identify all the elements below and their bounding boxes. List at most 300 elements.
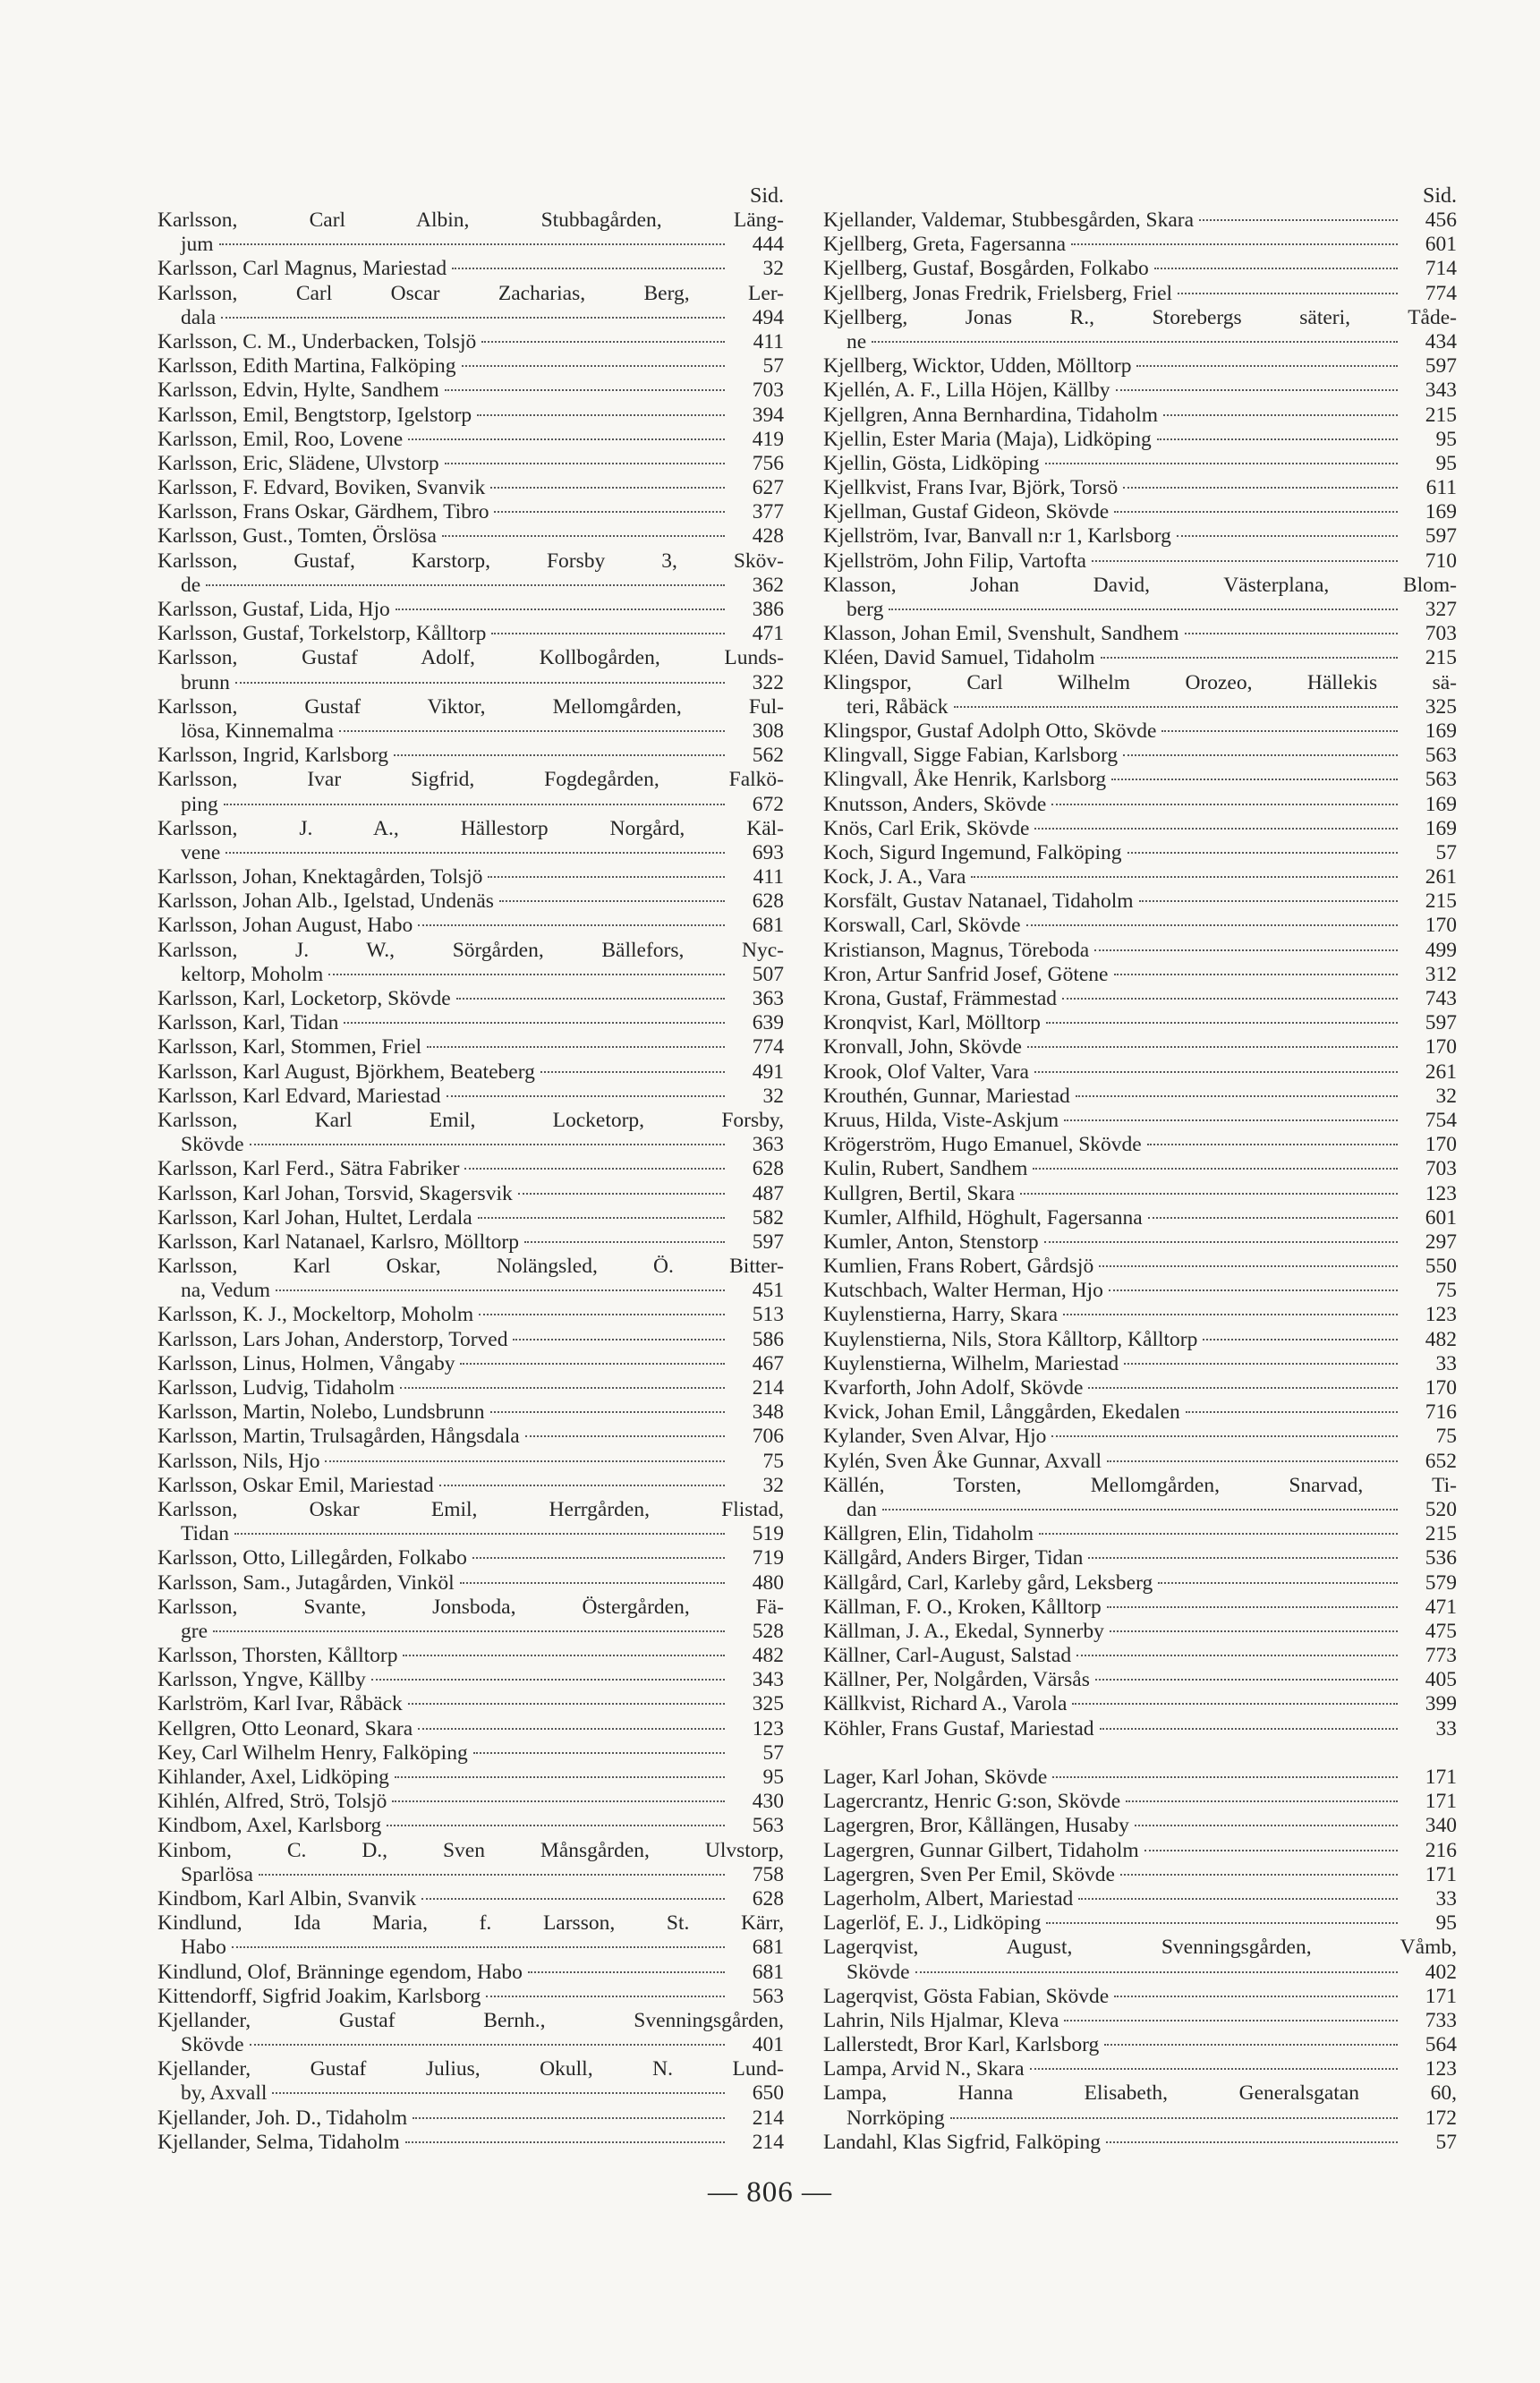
entry-text: Skövde: [847, 1960, 910, 1984]
index-entry: [823, 987, 1457, 1011]
dot-leader: [1154, 268, 1398, 269]
entry-text: Karlsson, Sam., Jutagården, Vinköl: [157, 1570, 455, 1595]
entry-page-number: 672: [752, 792, 784, 816]
dot-leader: [1072, 1703, 1398, 1705]
entry-page-number: 363: [752, 1133, 784, 1157]
entry-text: Kronvall, John, Skövde: [823, 1035, 1022, 1060]
entry-text: Kullgren, Bertil, Skara: [823, 1181, 1016, 1205]
entry-page-number: 123: [752, 1716, 784, 1740]
entry-continuation-line: [157, 1863, 784, 1887]
entry-text: Lagergren, Gunnar Gilbert, Tidaholm: [823, 1838, 1139, 1862]
dot-leader: [490, 1411, 725, 1413]
entry-page-number: 743: [1425, 987, 1457, 1010]
entry-continuation-line: [157, 1133, 784, 1157]
dot-leader: [250, 2044, 726, 2046]
entry-text: Krona, Gustaf, Främmestad: [823, 987, 1058, 1010]
dot-leader: [1203, 1339, 1398, 1340]
entry-page-number: 428: [752, 524, 784, 549]
entry-text: Karlsson, F. Edvard, Boviken, Svanvik: [157, 476, 486, 500]
entry-name-line: [823, 233, 1457, 257]
dot-leader: [464, 1168, 725, 1170]
entry-text: Norrköping: [847, 2106, 945, 2130]
entry-continuation-line: [823, 1498, 1457, 1522]
entry-page-number: 411: [753, 865, 784, 889]
entry-text: Kjellström, John Filip, Vartofta: [823, 549, 1086, 573]
entry-page-number: 467: [752, 1351, 784, 1375]
dot-leader: [452, 268, 725, 269]
index-entry: [823, 744, 1457, 768]
index-entry: [157, 1425, 784, 1449]
entry-name-line: [823, 1814, 1457, 1838]
dot-leader: [460, 1582, 725, 1584]
dot-leader: [915, 1971, 1399, 1973]
entry-page-number: 563: [752, 1814, 784, 1838]
entry-page-number: 719: [752, 1546, 784, 1570]
entry-page-number: 434: [1425, 329, 1457, 353]
index-entry: [823, 889, 1457, 914]
entry-name-line: [823, 2131, 1457, 2155]
index-entry: [823, 963, 1457, 987]
entry-name-line: [157, 1035, 784, 1060]
entry-text: Karlsson, Yngve, Källby: [157, 1668, 366, 1692]
dot-leader: [472, 1557, 725, 1559]
dot-leader: [1127, 852, 1398, 854]
index-entry: [823, 379, 1457, 403]
dot-leader: [525, 1435, 725, 1437]
entry-continuation-line: [157, 2033, 784, 2057]
entry-page-number: 170: [1425, 914, 1457, 938]
dot-leader: [1064, 2020, 1398, 2021]
entry-text: Karlsson, Karl Natanael, Karlsro, Mölltorp: [157, 1230, 519, 1254]
entry-name-line: [823, 1328, 1457, 1352]
index-entry: [823, 1011, 1457, 1035]
entry-page-number: 681: [752, 914, 784, 938]
entry-text: Lagerqvist, Gösta Fabian, Skövde: [823, 1984, 1110, 2008]
index-entry: [823, 1474, 1457, 1522]
index-entry: [157, 1887, 784, 1911]
index-entry: [157, 1498, 784, 1546]
entry-text: Karlsson, Ivar Sigfrid, Fogdegården, Falkö-: [157, 768, 784, 792]
entry-text: keltorp, Moholm: [181, 962, 324, 986]
entry-text: Kjellberg, Jonas R., Storebergs säteri, Tåde-: [823, 305, 1457, 329]
entry-name-line: [157, 1839, 784, 1863]
entry-text: Karlsson, Karl Ferd., Sätra Fabriker: [157, 1157, 460, 1181]
dot-leader: [499, 900, 725, 902]
entry-name-line: [823, 1352, 1457, 1376]
entry-page-number: 75: [1435, 1425, 1457, 1449]
entry-page-number: 171: [1425, 1790, 1457, 1814]
entry-continuation-line: [157, 1279, 784, 1303]
entry-text: Lampa, Hanna Elisabeth, Generalsgatan 60,: [823, 2081, 1457, 2106]
entry-continuation-line: [157, 2081, 784, 2106]
entry-text: Karlsson, Gust., Tomten, Örslösa: [157, 524, 437, 549]
dot-leader: [954, 706, 1398, 708]
entry-page-number: 348: [752, 1400, 784, 1425]
index-entry: [823, 1303, 1457, 1327]
entry-name-line: [157, 1985, 784, 2009]
index-entry: [157, 695, 784, 744]
index-entry: [823, 549, 1457, 574]
index-entry: [157, 622, 784, 646]
entry-text: Karlsson, Karl, Stommen, Friel: [157, 1035, 422, 1060]
entry-text: Kjellman, Gustaf Gideon, Skövde: [823, 500, 1110, 524]
right-column: [823, 184, 1457, 2155]
dot-leader: [1092, 560, 1398, 562]
index-entry: [823, 1109, 1457, 1133]
dot-leader: [1064, 1119, 1398, 1121]
dot-leader: [1100, 1728, 1398, 1730]
dot-leader: [421, 1898, 725, 1900]
index-entry: [823, 1790, 1457, 1814]
entry-name-line: [157, 2009, 784, 2033]
entry-page-number: 586: [752, 1327, 784, 1351]
entry-text: Karlsson, Carl Albin, Stubbagården, Läng-: [157, 209, 784, 232]
entry-text: Kuylenstierna, Wilhelm, Mariestad: [823, 1351, 1119, 1375]
dot-leader: [1157, 438, 1398, 440]
entry-text: Karlsson, Karl Oskar, Nolängsled, Ö. Bitter-: [157, 1255, 784, 1279]
dot-leader: [1026, 924, 1398, 926]
index-entry: [823, 257, 1457, 281]
entry-page-number: 411: [753, 329, 784, 353]
entry-name-line: [823, 1450, 1457, 1474]
right-entries-list: [823, 184, 1457, 2155]
entry-page-number: 214: [752, 2106, 784, 2130]
entry-text: Karlström, Karl Ivar, Råbäck: [157, 1692, 403, 1716]
entry-name-line: [157, 1450, 784, 1474]
index-entry: [157, 1011, 784, 1035]
index-entry: [157, 865, 784, 889]
entry-text: Karlsson, Ingrid, Karlsborg: [157, 744, 389, 768]
index-entry: [823, 1060, 1457, 1085]
entry-text: Kindbom, Karl Albin, Svanvik: [157, 1886, 417, 1911]
index-entry: [157, 257, 784, 281]
entry-text: Karlsson, Karl, Tidan: [157, 1011, 339, 1035]
index-entry: [157, 330, 784, 354]
index-entry: [157, 1157, 784, 1181]
entry-name-line: [823, 889, 1457, 914]
entry-text: Lahrin, Nils Hjalmar, Kleva: [823, 2008, 1059, 2032]
entry-text: Kuylenstierna, Harry, Skara: [823, 1303, 1059, 1327]
entry-page-number: 444: [752, 233, 784, 257]
entry-text: Kihlén, Alfred, Strö, Tolsjö: [157, 1790, 387, 1814]
index-entry: [157, 2106, 784, 2131]
entry-page-number: 563: [752, 1984, 784, 2008]
entry-text: Karlsson, Johan, Knektagården, Tolsjö: [157, 865, 483, 889]
entry-page-number: 215: [1425, 646, 1457, 670]
entry-text: Kjellgren, Anna Bernhardina, Tidaholm: [823, 403, 1158, 427]
entry-name-line: [823, 379, 1457, 403]
dot-leader: [1123, 487, 1398, 489]
entry-page-number: 756: [752, 451, 784, 475]
entry-page-number: 95: [1435, 451, 1457, 475]
entry-page-number: 343: [1425, 379, 1457, 403]
entry-page-number: 33: [1435, 1351, 1457, 1375]
entry-page-number: 377: [752, 500, 784, 524]
entry-text: Klingspor, Gustaf Adolph Otto, Skövde: [823, 719, 1157, 743]
entry-text: Kindlund, Olof, Bränninge egendom, Habo: [157, 1960, 523, 1984]
entry-name-line: [157, 428, 784, 452]
entry-text: Landahl, Klas Sigfrid, Falköping: [823, 2130, 1102, 2154]
entry-page-number: 75: [762, 1449, 784, 1473]
entry-name-line: [823, 1230, 1457, 1255]
dot-leader: [1039, 1533, 1398, 1535]
entry-text: Lagerqvist, August, Svenningsgården, Våmb,: [823, 1936, 1457, 1960]
entry-name-line: [823, 1157, 1457, 1181]
index-entry: [823, 1157, 1457, 1181]
index-entry: [823, 671, 1457, 719]
entry-text: jum: [181, 233, 214, 257]
entry-name-line: [823, 1400, 1457, 1425]
entry-text: Karlsson, J. W., Sörgården, Bällefors, Nyc-: [157, 938, 784, 962]
index-entry: [823, 1863, 1457, 1887]
dot-leader: [328, 974, 725, 975]
entry-name-line: [823, 793, 1457, 817]
entry-page-number: 170: [1425, 1133, 1457, 1157]
entry-name-line: [157, 1157, 784, 1181]
entry-name-line: [157, 1668, 784, 1692]
entry-text: Korswall, Carl, Skövde: [823, 914, 1021, 938]
entry-text: Källman, J. A., Ekedal, Synnerby: [823, 1619, 1104, 1643]
index-entry: [157, 1400, 784, 1425]
index-entry: [823, 1352, 1457, 1376]
entry-page-number: 343: [752, 1668, 784, 1692]
entry-page-number: 33: [1435, 1716, 1457, 1740]
dot-leader: [889, 609, 1398, 610]
entry-text: Karlsson, Martin, Trulsagården, Hångsdala: [157, 1425, 520, 1449]
index-entry: [157, 500, 784, 524]
entry-name-line: [823, 404, 1457, 428]
left-entries-list: [157, 184, 784, 2155]
entry-name-line: [157, 2106, 784, 2131]
entry-page-number: 513: [752, 1303, 784, 1327]
entry-text: Krouthén, Gunnar, Mariestad: [823, 1084, 1070, 1108]
dot-leader: [477, 414, 725, 416]
entry-name-line: [823, 500, 1457, 524]
entry-page-number: 706: [752, 1425, 784, 1449]
index-entry: [823, 1546, 1457, 1570]
entry-name-line: [823, 963, 1457, 987]
dot-leader: [1120, 1874, 1398, 1876]
entry-text: Kjellin, Ester Maria (Maja), Lidköping: [823, 427, 1152, 451]
entry-name-line: [823, 1717, 1457, 1741]
dot-leader: [387, 1825, 725, 1826]
entry-page-number: 214: [752, 1376, 784, 1400]
index-entry: [157, 1085, 784, 1109]
entry-text: Karlsson, Gustaf, Lida, Hjo: [157, 598, 390, 621]
dot-leader: [481, 341, 725, 343]
index-entry: [823, 452, 1457, 476]
entry-page-number: 597: [1425, 524, 1457, 549]
dot-leader: [1158, 1582, 1398, 1584]
index-entry: [823, 1328, 1457, 1352]
entry-name-line: [823, 1644, 1457, 1668]
index-entry: [157, 379, 784, 403]
entry-page-number: 123: [1425, 2057, 1457, 2081]
entry-text: berg: [847, 598, 884, 621]
index-entry: [823, 1206, 1457, 1230]
index-entry: [823, 500, 1457, 524]
dot-leader: [1124, 1363, 1398, 1365]
dot-leader: [445, 389, 725, 391]
dot-leader: [408, 438, 725, 440]
index-entry: [157, 1328, 784, 1352]
dot-leader: [1101, 657, 1398, 659]
entry-page-number: 611: [1425, 476, 1457, 500]
entry-page-number: 475: [1425, 1619, 1457, 1643]
entry-name-line: [157, 1498, 784, 1522]
entry-text: Key, Carl Wilhelm Henry, Falköping: [157, 1740, 468, 1765]
entry-text: Karlsson, Carl Oscar Zacharias, Berg, Ler-: [157, 281, 784, 305]
dot-leader: [219, 243, 725, 245]
dot-leader: [442, 535, 725, 537]
index-entry: [157, 1060, 784, 1085]
index-entry: [823, 1035, 1457, 1060]
entry-page-number: 451: [752, 1279, 784, 1303]
entry-name-line: [823, 1839, 1457, 1863]
entry-continuation-line: [823, 330, 1457, 354]
dot-leader: [1178, 293, 1398, 294]
entry-page-number: 487: [752, 1181, 784, 1205]
entry-name-line: [157, 914, 784, 938]
entry-page-number: 480: [752, 1570, 784, 1595]
entry-page-number: 57: [762, 354, 784, 379]
entry-text: Kron, Artur Sanfrid Josef, Götene: [823, 962, 1109, 986]
index-entry: [157, 2057, 784, 2106]
dot-leader: [1088, 1557, 1398, 1559]
entry-page-number: 471: [1425, 1595, 1457, 1619]
entry-name-line: [157, 1741, 784, 1766]
entry-page-number: 528: [752, 1619, 784, 1643]
entry-page-number: 758: [752, 1862, 784, 1886]
dot-leader: [427, 1046, 725, 1048]
entry-text: Kumler, Anton, Stenstorp: [823, 1230, 1039, 1254]
entry-name-line: [823, 1474, 1457, 1498]
dot-leader: [1161, 730, 1398, 732]
entry-name-line: [823, 841, 1457, 865]
entry-name-line: [157, 768, 784, 792]
entry-name-line: [157, 1571, 784, 1596]
index-entry: [157, 1255, 784, 1303]
dot-leader: [395, 1776, 725, 1778]
dot-leader: [1185, 633, 1398, 634]
entry-name-line: [157, 1011, 784, 1035]
index-entry: [823, 914, 1457, 938]
entry-text: Karlsson, K. J., Mockeltorp, Moholm: [157, 1303, 474, 1327]
dot-leader: [1020, 1193, 1398, 1195]
entry-text: Källner, Per, Nolgården, Värsås: [823, 1668, 1090, 1692]
entry-text: Kjellberg, Gustaf, Bosgården, Folkabo: [823, 257, 1149, 281]
index-entry: [823, 865, 1457, 889]
entry-name-line: [157, 646, 784, 670]
dot-leader: [456, 998, 725, 1000]
entry-name-line: [823, 622, 1457, 646]
entry-page-number: 597: [1425, 1011, 1457, 1035]
entry-text: Karlsson, Frans Oskar, Gärdhem, Tibro: [157, 500, 489, 524]
entry-text: Karlsson, Otto, Lillegården, Folkabo: [157, 1546, 467, 1570]
index-entry: [157, 1596, 784, 1644]
entry-text: Klingvall, Åke Henrik, Karlsborg: [823, 768, 1107, 792]
entry-page-number: 628: [752, 1157, 784, 1181]
dot-leader: [950, 2117, 1398, 2119]
entry-text: Källgård, Anders Birger, Tidan: [823, 1546, 1084, 1570]
entry-name-line: [823, 1085, 1457, 1109]
index-entry: [157, 1546, 784, 1570]
index-entry: [823, 354, 1457, 379]
entry-page-number: 327: [1425, 598, 1457, 621]
entry-name-line: [157, 330, 784, 354]
entry-continuation-line: [823, 1961, 1457, 1985]
entry-text: Kylander, Sven Alvar, Hjo: [823, 1425, 1047, 1449]
index-entry: [823, 476, 1457, 500]
entry-name-line: [157, 1182, 784, 1206]
dot-leader: [325, 1460, 725, 1462]
entry-text: Koch, Sigurd Ingemund, Falköping: [823, 840, 1122, 864]
index-entry: [823, 1911, 1457, 1936]
index-entry: [823, 1717, 1457, 1741]
dot-leader: [1076, 1095, 1398, 1097]
entry-page-number: 703: [1425, 622, 1457, 646]
entry-name-line: [823, 1668, 1457, 1692]
dot-leader: [392, 1800, 725, 1802]
entry-name-line: [157, 939, 784, 963]
entry-name-line: [823, 1376, 1457, 1400]
index-entry: [823, 1668, 1457, 1692]
entry-name-line: [157, 209, 784, 233]
entry-name-line: [823, 209, 1457, 233]
dot-leader: [971, 876, 1398, 878]
entry-name-line: [157, 1790, 784, 1814]
dot-leader: [400, 1387, 725, 1389]
entry-name-line: [157, 452, 784, 476]
dot-leader: [1099, 1265, 1398, 1267]
entry-page-number: 550: [1425, 1255, 1457, 1279]
entry-name-line: [823, 1887, 1457, 1911]
entry-page-number: 75: [1435, 1279, 1457, 1303]
entry-text: Kumlien, Frans Robert, Gårdsjö: [823, 1255, 1094, 1279]
index-entry: [823, 2131, 1457, 2155]
entry-name-line: [823, 2009, 1457, 2033]
entry-name-line: [157, 1961, 784, 1985]
entry-text: Karlsson, Oskar Emil, Herrgården, Flistad,: [157, 1497, 784, 1521]
dot-leader: [1046, 1022, 1398, 1024]
entry-page-number: 169: [1425, 719, 1457, 743]
dot-leader: [1071, 243, 1398, 245]
entry-page-number: 261: [1425, 865, 1457, 889]
index-entry: [157, 1206, 784, 1230]
entry-name-line: [823, 865, 1457, 889]
entry-page-number: 214: [752, 2130, 784, 2154]
entry-text: Tidan: [181, 1522, 229, 1546]
dot-leader: [1126, 1800, 1398, 1802]
dot-leader: [276, 1289, 725, 1291]
dot-leader: [1177, 535, 1398, 537]
entry-text: Krook, Olof Valter, Vara: [823, 1060, 1029, 1084]
entry-name-line: [823, 987, 1457, 1011]
index-entry: [157, 524, 784, 549]
entry-page-number: 32: [1435, 1084, 1457, 1108]
entry-page-number: 430: [752, 1790, 784, 1814]
entry-name-line: [823, 817, 1457, 841]
entry-text: Lallerstedt, Bror Karl, Karlsborg: [823, 2033, 1100, 2057]
index-entry: [157, 1450, 784, 1474]
entry-continuation-line: [157, 963, 784, 987]
dot-leader: [1139, 900, 1398, 902]
index-entry: [157, 282, 784, 330]
index-entry: [157, 549, 784, 598]
entry-name-line: [157, 476, 784, 500]
entry-name-line: [157, 987, 784, 1011]
entry-text: lösa, Kinnemalma: [181, 719, 334, 743]
